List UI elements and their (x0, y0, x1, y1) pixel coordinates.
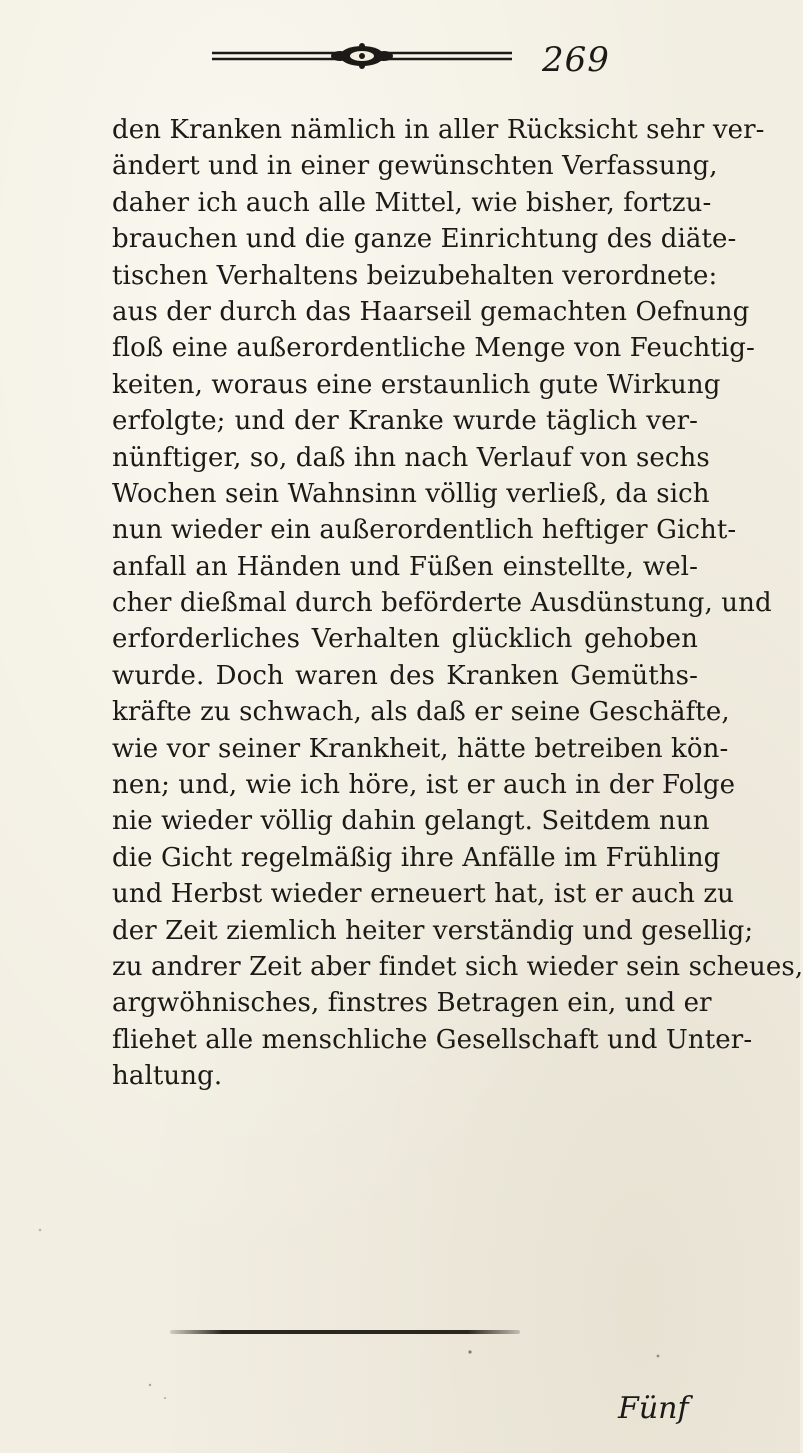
text-line: anfall an Händen und Füßen einstellte, wel- (112, 551, 698, 582)
text-line: brauchen und die ganze Einrichtung des diäte- (112, 224, 737, 255)
text-line: floß eine außerordentliche Menge von Feuchtig- (112, 333, 755, 364)
text-line: ändert und in einer gewünschten Verfassung, (112, 151, 718, 182)
text-line: und Herbst wieder erneuert hat, ist er auch zu (112, 879, 735, 910)
text-line: erforderliches Verhalten glücklich gehoben (112, 624, 698, 655)
text-line: der Zeit ziemlich heiter verständig und gesellig; (112, 915, 754, 946)
text-line: nünftiger, so, daß ihn nach Verlauf von sechs (112, 442, 710, 473)
text-line: nun wieder ein außerordentlich heftiger Gicht- (112, 515, 737, 546)
catchword: Fünf (618, 1391, 689, 1426)
text-line: wurde. Doch waren des Kranken Gemüths- (112, 660, 698, 691)
section-end-rule (170, 1330, 520, 1334)
text-line: tischen Verhaltens beizubehalten verordnete: (112, 260, 718, 291)
text-line: keiten, woraus eine erstaunlich gute Wirkung (112, 369, 721, 400)
text-line: haltung. (112, 1061, 223, 1092)
text-line: cher dießmal durch beförderte Ausdünstung, und (112, 588, 772, 619)
body-text (112, 112, 803, 1095)
text-line: kräfte zu schwach, als daß er seine Geschäfte, (112, 697, 730, 728)
text-line: erfolgte; und der Kranke wurde täglich ver- (112, 406, 698, 437)
text-line: nie wieder völlig dahin gelangt. Seitdem nun (112, 806, 710, 837)
text-line: aus der durch das Haarseil gemachten Oefnung (112, 296, 750, 327)
text-line: die Gicht regelmäßig ihre Anfälle im Frühling (112, 842, 721, 873)
text-line: Wochen sein Wahnsinn völlig verließ, da sich (112, 478, 710, 509)
text-line: zu andrer Zeit aber findet sich wieder sein scheues, (112, 951, 803, 982)
text-line: fliehet alle menschliche Gesellschaft und Unter- (112, 1024, 753, 1055)
text-line: den Kranken nämlich in aller Rücksicht sehr ver- (112, 115, 765, 145)
text-line: argwöhnisches, finstres Betragen ein, und er (112, 988, 712, 1019)
page-number: 269 (542, 40, 610, 80)
text-line: daher ich auch alle Mittel, wie bisher, fortzu- (112, 187, 712, 218)
header-ornament (212, 44, 512, 68)
text-line: nen; und, wie ich höre, ist er auch in der Folge (112, 770, 736, 801)
page-header (212, 36, 682, 96)
text-line: wie vor seiner Krankheit, hätte betreiben kön- (112, 733, 729, 764)
